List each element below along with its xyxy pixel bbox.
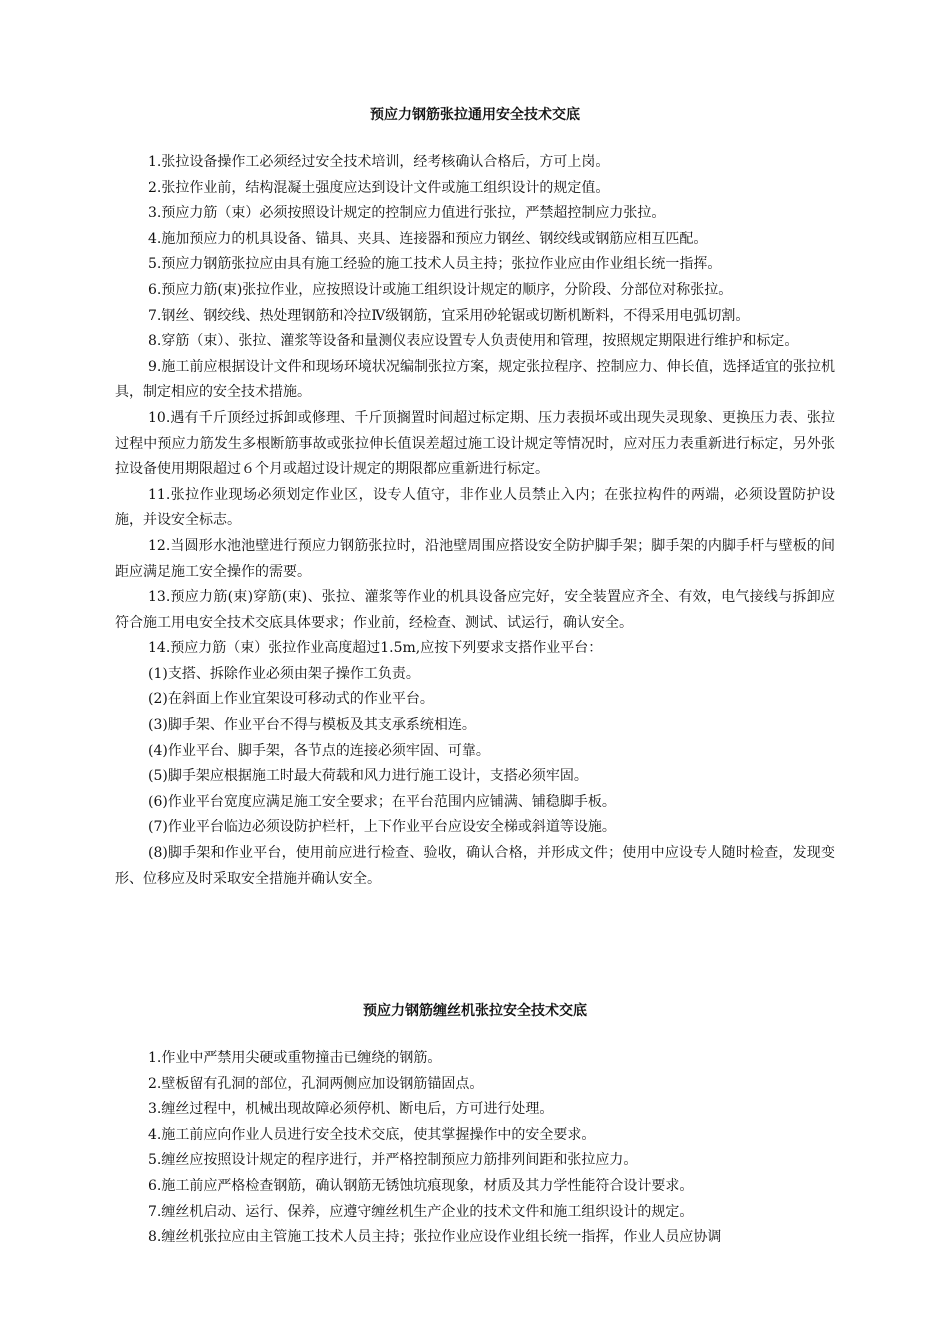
- paragraph: (4)作业平台、脚手架，各节点的连接必须牢固、可靠。: [148, 742, 490, 759]
- paragraph: 13.预应力筋(束)穿筋(束)、张拉、灌浆等作业的机具设备应完好，安全装置应齐全、有效，电气接线与拆卸应符合施工用电安全技术交底具体要求；作业前，经检查、测试、试运行，确认安全。: [115, 589, 835, 631]
- paragraph: 1.张拉设备操作工必须经过安全技术培训，经考核确认合格后，方可上岗。: [148, 154, 610, 170]
- paragraph: 6.预应力筋(束)张拉作业，应按照设计或施工组织设计规定的顺序，分阶段、分部位对称张拉。: [148, 281, 733, 298]
- paragraph: (3)脚手架、作业平台不得与模板及其支承系统相连。: [148, 717, 476, 734]
- paragraph: 3.缠丝过程中，机械出现故障必须停机、断电后，方可进行处理。: [148, 1101, 554, 1118]
- paragraph: (1)支搭、拆除作业必须由架子操作工负责。: [148, 665, 420, 682]
- paragraph: 3.预应力筋（束）必须按照设计规定的控制应力值进行张拉，严禁超控制应力张拉。: [148, 205, 666, 222]
- section-title: 预应力钢筋缠丝机张拉安全技术交底: [363, 1003, 587, 1019]
- paragraph: 10.遇有千斤顶经过拆卸或修理、千斤顶搁置时间超过标定期、压力表损坏或出现失灵现象、更换压力表、张拉过程中预应力筋发生多根断筋事故或张拉伸长值误差超过施工设计规定等情况时，应对压力表重新进行标定，另外张拉设备使用期限超过６个月或超过设计规定的期限都应重新进行标定。: [115, 409, 835, 478]
- paragraph: (6)作业平台宽度应满足施工安全要求；在平台范围内应铺满、铺稳脚手板。: [148, 793, 616, 810]
- paragraph: 4.施工前应向作业人员进行安全技术交底，使其掌握操作中的安全要求。: [148, 1126, 596, 1143]
- paragraph: 8.穿筋（束）、张拉、灌浆等设备和量测仪表应设置专人负责使用和管理，按照规定期限进行维护和标定。: [148, 333, 799, 350]
- paragraph: (2)在斜面上作业宜架设可移动式的作业平台。: [148, 691, 434, 708]
- paragraph: 8.缠丝机张拉应由主管施工技术人员主持；张拉作业应设作业组长统一指挥，作业人员应协调: [148, 1229, 722, 1246]
- paragraph: 5.预应力钢筋张拉应由具有施工经验的施工技术人员主持；张拉作业应由作业组长统一指挥。: [148, 256, 722, 273]
- paragraph: 12.当圆形水池池壁进行预应力钢筋张拉时，沿池壁周围应搭设安全防护脚手架；脚手架的内脚手杆与壁板的间距应满足施工安全操作的需要。: [115, 537, 835, 580]
- paragraph: (8)脚手架和作业平台，使用前应进行检查、验收，确认合格，并形成文件；使用中应设专人随时检查，发现变形、位移应及时采取安全措施并确认安全。: [115, 845, 835, 887]
- paragraph: (5)脚手架应根据施工时最大荷载和风力进行施工设计，支搭必须牢固。: [148, 768, 588, 785]
- paragraph: 2.壁板留有孔洞的部位，孔洞两侧应加设钢筋锚固点。: [148, 1075, 484, 1092]
- paragraph: 11.张拉作业现场必须划定作业区，设专人值守，非作业人员禁止入内；在张拉构件的两端，必须设置防护设施，并设安全标志。: [115, 486, 835, 529]
- section-body: [115, 150, 835, 892]
- paragraph: (7)作业平台临边必须设防护栏杆，上下作业平台应设安全梯或斜道等设施。: [148, 819, 616, 836]
- section-body: [115, 1046, 835, 1251]
- paragraph: 6.施工前应严格检查钢筋，确认钢筋无锈蚀坑痕现象，材质及其力学性能符合设计要求。: [148, 1177, 694, 1194]
- paragraph: 7.钢丝、钢绞线、热处理钢筋和冷拉Ⅳ级钢筋，宜采用砂轮锯或切断机断料，不得采用电弧切割。: [148, 307, 750, 324]
- paragraph: 2.张拉作业前，结构混凝土强度应达到设计文件或施工组织设计的规定值。: [148, 179, 610, 196]
- paragraph: 5.缠丝应按照设计规定的程序进行，并严格控制预应力筋排列间距和张拉应力。: [148, 1152, 638, 1169]
- paragraph: 9.施工前应根据设计文件和现场环境状况编制张拉方案，规定张拉程序、控制应力、伸长值，选择适宜的张拉机具，制定相应的安全技术措施。: [115, 358, 835, 401]
- paragraph: 7.缠丝机启动、运行、保养，应遵守缠丝机生产企业的技术文件和施工组织设计的规定。: [148, 1203, 694, 1220]
- paragraph: 14.预应力筋（束）张拉作业高度超过1.5m,应按下列要求支搭作业平台：: [148, 640, 603, 657]
- section-title: 预应力钢筋张拉通用安全技术交底: [370, 107, 580, 123]
- paragraph: 4.施加预应力的机具设备、锚具、夹具、连接器和预应力钢丝、钢绞线或钢筋应相互匹配。: [148, 230, 708, 247]
- paragraph: 1.作业中严禁用尖硬或重物撞击已缠绕的钢筋。: [148, 1050, 442, 1066]
